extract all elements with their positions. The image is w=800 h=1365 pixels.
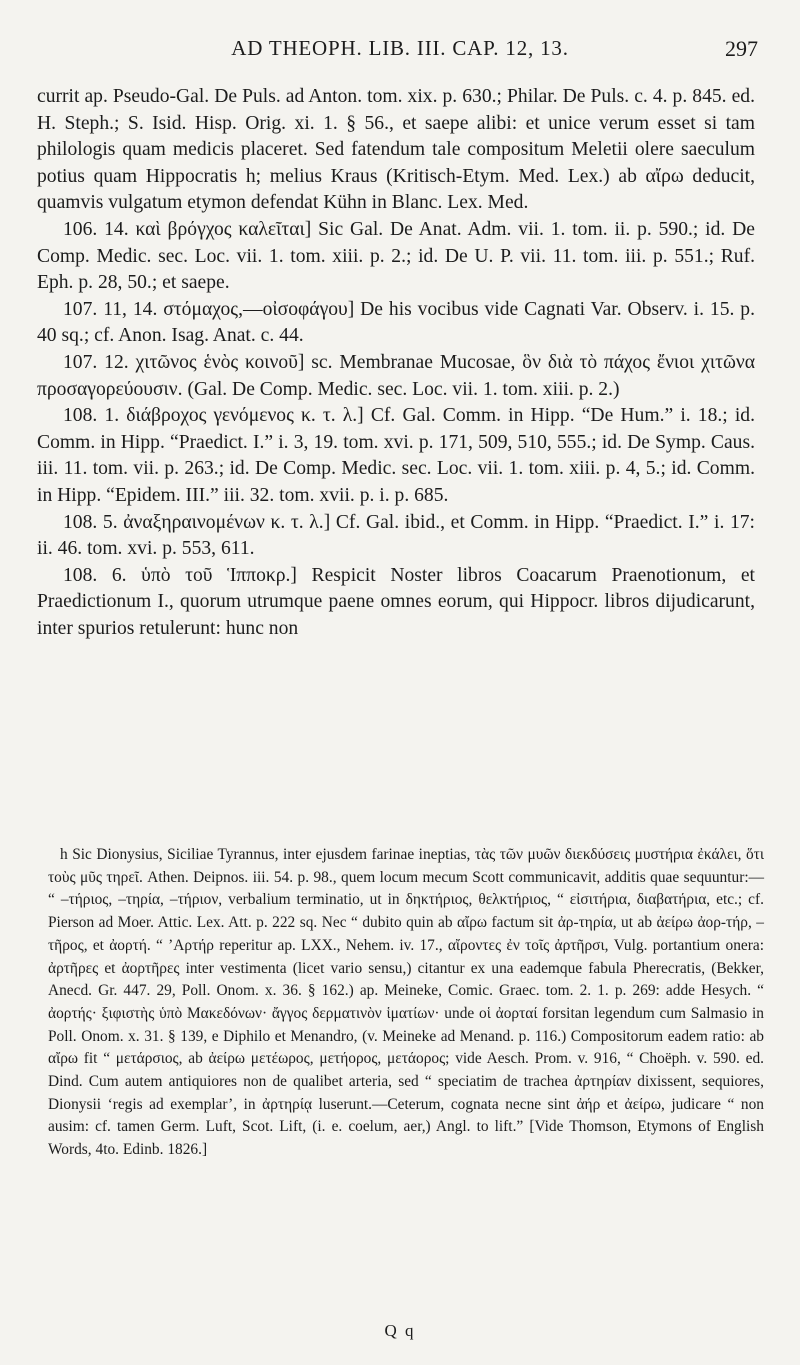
signature-mark: Q q: [384, 1321, 416, 1340]
note-107-11: 107. 11, 14. στόμαχος,—οἰσοφάγου] De his vocibus vide Cagnati Var. Observ. i. 15. p. 40 sq.; cf. Anon. Isag. Anat. c. 44.: [37, 298, 755, 347]
paragraph-continuation: currit ap. Pseudo-Gal. De Puls. ad Anton. tom. xix. p. 630.; Philar. De Puls. c. 4. p. 845. ed. H. Steph.; S. Isid. Hisp. Orig. xi. 1. § 56., et saepe alibi: et unice verum esset si tam philologis quam medicis placeret. Sed fatendum tale compositum Meletii olere saeculum potius quam Hippocratis h; melius Kraus (Kritisch-Etym. Med. Lex.) ab αἴρω deducit, quamvis vulgatum etymon defendat Kühn in Blanc. Lex. Med.: [37, 86, 755, 214]
footnotes: [48, 844, 764, 1162]
page-header: [36, 36, 764, 70]
note-108-1: 108. 1. διάβροχος γενόμενος κ. τ. λ.] Cf. Gal. Comm. in Hipp. “De Hum.” i. 18.; id. Comm. in Hipp. “Praedict. I.” i. 3, 19. tom. xvi. p. 171, 509, 510, 555.; id. De Symp. Caus. iii. 11. tom. vii. p. 263.; id. De Comp. Medic. sec. Loc. vii. 1. tom. xiii. p. 4, 5.; id. Comm. in Hipp. “Epidem. III.” iii. 32. tom. xvii. p. i. p. 685.: [37, 405, 755, 506]
running-head: AD THEOPH. LIB. III. CAP. 12, 13.: [231, 36, 569, 60]
note-108-6: 108. 6. ὑπὸ τοῦ Ἱπποκρ.] Respicit Noster libros Coacarum Praenotionum, et Praedictionum I., quorum utrumque paene omnes eorum, qui Hippocr. libros dijudicarunt, inter spurios retulerunt: hunc non: [37, 564, 755, 639]
page-number: 297: [725, 36, 758, 61]
note-106-14: 106. 14. καὶ βρόγχος καλεῖται] Sic Gal. De Anat. Adm. vii. 1. tom. ii. p. 590.; id. De Comp. Medic. sec. Loc. vii. 1. tom. xiii. p. 2.; id. De U. P. vii. 11. tom. iii. p. 551.; Ruf. Eph. p. 28, 50.; et saepe.: [37, 218, 755, 294]
note-107-12: 107. 12. χιτῶνος ἑνὸς κοινοῦ] sc. Membranae Mucosae, ὃν διὰ τὸ πάχος ἔνιοι χιτῶνα προσαγορεύουσιν. (Gal. De Comp. Medic. sec. Loc. vii. 1. tom. xiii. p. 2.): [37, 351, 755, 400]
footnote-h: h Sic Dionysius, Siciliae Tyrannus, inter ejusdem farinae ineptias, τὰς τῶν μυῶν διεκδύσεις μυστήρια ἐκάλει, ὅτι τοὺς μῦς τηρεῖ. Athen. Deipnos. iii. 54. p. 98., quem locum mecum Scott communicavit, additis quae sequuntur:— “ –τήριος, –τηρία, –τήριον, verbalium terminatio, ut in δηκτήριος, θελκτήριος, “ εἰσιτήρια, διαβατήρια, etc.; cf. Pierson ad Moer. Attic. Lex. Att. p. 222 sq. Nec “ dubito quin ab αἴρω factum sit ἀρ-τηρία, ut ab ἀείρω ἀορ-τήρ, –τῆρος, et ἀορτή. “ ’Αρτήρ reperitur ap. LXX., Nehem. iv. 17., αἴροντες ἐν τοῖς ἀρτῆρσι, Vulg. portantium onera: ἀρτῆρες et ἀορτῆρες inter vestimenta (licet vario sensu,) citantur ex una eademque fabula Pherecratis, (Bekker, Anecd. Gr. 447. 29, Poll. Onom. x. 36. § 162.) ap. Meineke, Comic. Graec. tom. 2. 1. p. 269: adde Hesych. “ ἀορτής· ξιφιστὴς ὑπὸ Μακεδόνων· ἄγγος δερματινὸν ἱματίων· unde οἱ ἀορταί forsitan legendum cum Salmasio in Poll. Onom. x. 31. § 139, e Diphilo et Menandro, (v. Meineke ad Menand. p. 116.) Compositorum eadem ratio: ab αἴρω fit “ μετάρσιος, ab ἀείρω μετέωρος, μετήορος, μετάορος; vide Aesch. Prom. v. 916, “ Choëph. v. 590. ed. Dind. Cum autem antiquiores non de qualibet arteria, sed “ speciatim de trachea ἀρτηρίαν dixissent, sequiores, Dionysii ‘regis ad exemplar’, in ἀρτηρίᾳ luserunt.—Ceterum, cognata necne sint ἀήρ et ἀείρω, judicare “ non ausim: cf. tamen Germ. Luft, Scot. Lift, (i. e. coelum, aer,) Angl. to lift.” [Vide Thomson, Etymons of English Words, 4to. Edinb. 1826.]: [48, 846, 764, 1159]
main-text: [37, 84, 755, 642]
note-108-5: 108. 5. ἀναξηραινομένων κ. τ. λ.] Cf. Gal. ibid., et Comm. in Hipp. “Praedict. I.” i. 17: ii. 46. tom. xvi. p. 553, 611.: [37, 511, 755, 560]
